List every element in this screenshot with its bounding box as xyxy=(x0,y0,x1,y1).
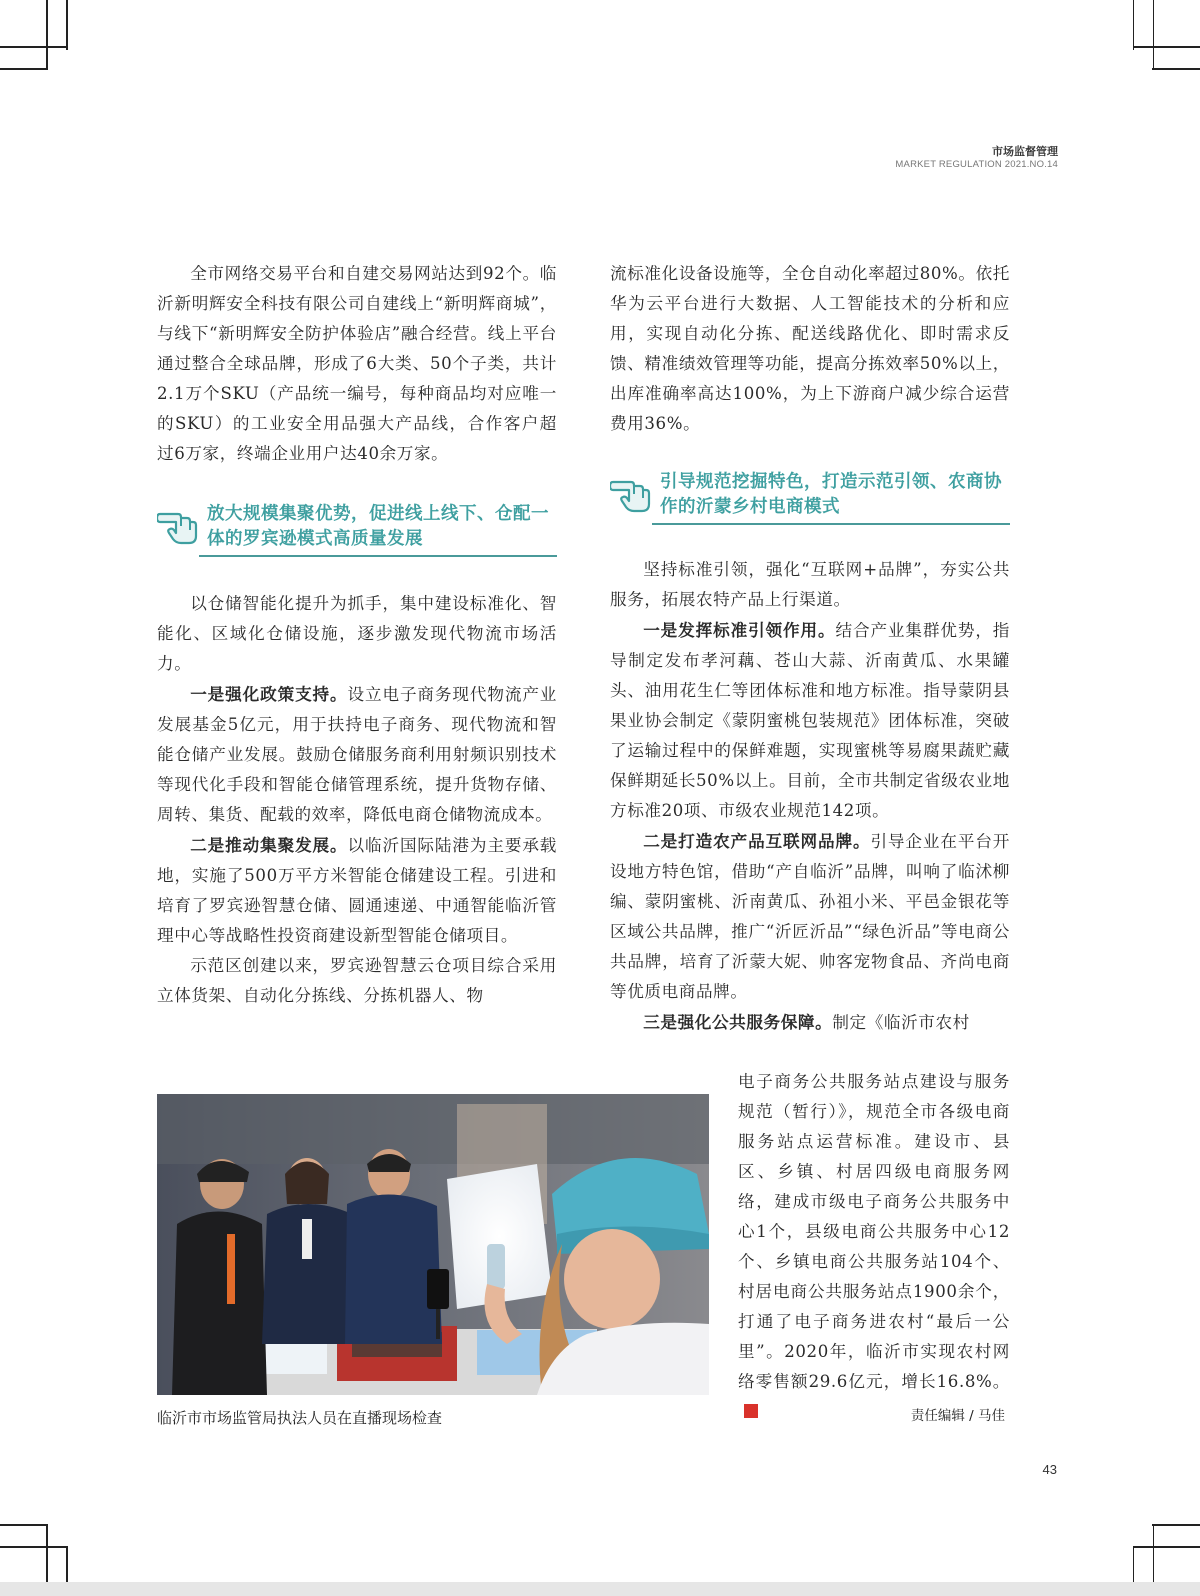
paragraph-body: 结合产业集群优势，指导制定发布孝河藕、苍山大蒜、沂南黄瓜、水果罐头、油用花生仁等团体标准和地方标准。指导蒙阴县果业协会制定《蒙阴蜜桃包装规范》团体标准，突破了运输过程中的保鲜难题，实现蜜桃等易腐果蔬贮藏保鲜期延长50%以上。目前，全市共制定省级农业地方标准20项、市级农业规范142项。 xyxy=(610,621,1011,820)
crop-mark-tl-h xyxy=(0,46,66,48)
right-column xyxy=(610,259,1010,439)
section-heading-text: 引导规范挖掘特色，打造示范引领、农商协作的沂蒙乡村电商模式 xyxy=(660,472,1002,517)
paragraph xyxy=(157,679,557,830)
pointing-hand-icon xyxy=(610,470,652,514)
paragraph xyxy=(610,826,1010,1007)
crop-mark-tr-h xyxy=(1134,46,1200,48)
crop-mark-br-h xyxy=(1152,1524,1200,1526)
crop-mark-tr-h2 xyxy=(1152,68,1200,70)
paragraph xyxy=(610,615,1010,826)
paragraph-body: 电子商务公共服务站点建设与服务规范（暂行）》，规范全市各级电商服务站点运营标准。建设市、县区、乡镇、村居四级电商服务网络，建成市级电子商务公共服务中心1个，县级电商公共服务中心12个、乡镇电商公共服务站104个、村居电商公共服务站点1900余个，打通了电子商务进农村“最后一公里”。2020年，临沂市实现农村网络零售额29.6亿元，增长16.8%。 xyxy=(738,1072,1010,1391)
crop-mark-tl-v2 xyxy=(66,0,68,50)
paragraph: 坚持标准引领，强化“互联网+品牌”，夯实公共服务，拓展农特产品上行渠道。 xyxy=(610,560,1010,609)
livestream-inspection-photo xyxy=(157,1094,709,1395)
pointing-hand-icon xyxy=(157,502,199,546)
paragraph: 示范区创建以来，罗宾逊智慧云仓项目综合采用立体货架、自动化分拣线、分拣机器人、物 xyxy=(157,956,557,1005)
paragraph-lead: 一是发挥标准引领作用。 xyxy=(643,620,836,640)
crop-mark-tr-v2 xyxy=(1133,0,1135,50)
right-column-wrap xyxy=(738,1067,1010,1427)
section-heading-text: 放大规模集聚优势，促进线上线下、仓配一体的罗宾逊模式高质量发展 xyxy=(207,504,549,549)
paragraph-body: 以临沂国际陆港为主要承载地，实施了500万平方米智能仓储建设工程。引进和培育了罗宾逊智慧仓储、圆通速递、中通智能临沂管理中心等战略性投资商建设新型智能仓储项目。 xyxy=(157,836,557,945)
photo-caption: 临沂市市场监管局执法人员在直播现场检查 xyxy=(157,1409,443,1427)
paragraph xyxy=(157,830,557,951)
section-heading-left xyxy=(157,502,557,562)
crop-mark-bl-v2 xyxy=(66,1546,68,1582)
editor-credit: 责任编辑 / 马佳 xyxy=(910,1408,1005,1424)
paragraph-body: 设立电子商务现代物流产业发展基金5亿元，用于扶持电子商务、现代物流和智能仓储产业发展。鼓励仓储服务商利用射频识别技术等现代化手段和智能仓储管理系统，提升货物存储、周转、集货、配载的效率，降低电商仓储物流成本。 xyxy=(157,685,557,824)
paragraph xyxy=(738,1067,1010,1427)
paragraph xyxy=(610,1007,1010,1038)
crop-mark-tl-v xyxy=(46,0,48,68)
crop-mark-br-h2 xyxy=(1134,1546,1200,1548)
paragraph-lead: 一是强化政策支持。 xyxy=(190,684,348,704)
paragraph: 流标准化设备设施等，全仓自动化率超过80%。依托华为云平台进行大数据、人工智能技术的分析和应用，实现自动化分拣、配送线路优化、即时需求反馈、精准绩效管理等功能，提高分拣效率50%以上，出库准确率高达100%，为上下游商户减少综合运营费用36%。 xyxy=(610,264,1010,433)
paragraph-lead: 二是推动集聚发展。 xyxy=(190,835,348,855)
left-column-lower xyxy=(157,589,557,1011)
crop-mark-br-v2 xyxy=(1133,1546,1135,1582)
crop-mark-bl-h xyxy=(0,1524,48,1526)
issue-info: MARKET REGULATION 2021.NO.14 xyxy=(895,159,1058,170)
crop-mark-tr-v xyxy=(1153,0,1155,68)
photo-illustration xyxy=(157,1094,709,1395)
crop-mark-bl-h2 xyxy=(0,1546,66,1548)
page-number: 43 xyxy=(1042,1462,1057,1477)
paragraph-lead: 三是强化公共服务保障。 xyxy=(643,1012,833,1032)
paragraph: 全市网络交易平台和自建交易网站达到92个。临沂新明辉安全科技有限公司自建线上“新明辉商城”，与线下“新明辉安全防护体验店”融合经营。线上平台通过整合全球品牌，形成了6大类、50个子类，共计2.1万个SKU（产品统一编号，每种商品均对应唯一的SKU）的工业安全用品强大产品线，合作客户超过6万家，终端企业用户达40余万家。 xyxy=(157,264,557,463)
paragraph-lead: 二是打造农产品互联网品牌。 xyxy=(643,831,871,851)
paragraph-body: 引导企业在平台开设地方特色馆，借助“产自临沂”品牌，叫响了临沭柳编、蒙阴蜜桃、沂南黄瓜、孙祖小米、平邑金银花等区域公共品牌，推广“沂匠沂品”“绿色沂品”等电商公共品牌，培育了沂蒙大妮、帅客宠物食品、齐尚电商等优质电商品牌。 xyxy=(610,832,1010,1001)
right-column-lower xyxy=(610,555,1010,1038)
heading-underline xyxy=(199,555,557,557)
crop-mark-bl-v xyxy=(46,1524,48,1582)
paragraph-body: 制定《临沂市农村 xyxy=(832,1013,970,1032)
crop-mark-tl-h2 xyxy=(0,68,48,70)
crop-mark-br-v xyxy=(1153,1524,1155,1582)
magazine-title: 市场监督管理 xyxy=(992,145,1058,158)
bottom-bar xyxy=(0,1582,1200,1596)
left-column xyxy=(157,259,557,469)
section-heading-right xyxy=(610,470,1010,530)
heading-underline xyxy=(652,523,1010,525)
end-mark-icon xyxy=(744,1404,758,1418)
paragraph: 以仓储智能化提升为抓手，集中建设标准化、智能化、区域化仓储设施，逐步激发现代物流市场活力。 xyxy=(157,594,557,673)
